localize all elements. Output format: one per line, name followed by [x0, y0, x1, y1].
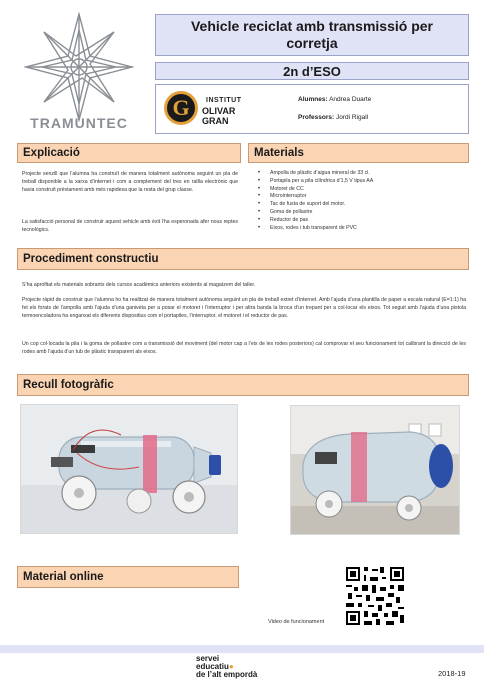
- institute-line1: INSTITUT: [206, 97, 242, 104]
- students-label: Alumnes:: [298, 96, 328, 103]
- photo-vehicle-2: [290, 405, 460, 535]
- teachers-row: [298, 114, 368, 121]
- students-value: Andrea Duarte: [329, 96, 372, 103]
- section-materials: Materials: [248, 143, 469, 163]
- section-recull: Recull fotogràfic: [17, 374, 469, 396]
- procediment-paragraph-1: S’ha aprofitat els materials sobrants dels cursos acadèmics anteriors existents al magatzem del taller.: [22, 282, 256, 288]
- teachers-label: Professors:: [298, 114, 335, 121]
- institute-logo: [160, 89, 264, 129]
- course-level: 2n d’ESO: [155, 62, 469, 80]
- materials-item: • Goma de pollastre: [256, 209, 466, 217]
- footer-dot-icon: ●: [228, 662, 234, 671]
- section-procediment: Procediment constructiu: [17, 248, 469, 270]
- procediment-paragraph-2: Projecte ràpid de construir que l’alumna ho ha realitzat de manera totalment autònoma seguint un pla de treball extret d’internet. Amb l’ajuda d’una plantilla de paper a escala natural (E=1:1) ha fet els forats de l’ampolla amb l’ajuda d’una ganiveta per a posar el motoret i l’interruptor i per altra banda la broca d’un trepant per a col·locar els eixos. Tot seguit amb l’ajuda d’una pistola termoencoladora ha enganxat els diferents dispositius com el portapiles, l’interruptor, el motoret i el reductor de pas.: [22, 297, 466, 320]
- institute-g-icon: G: [164, 91, 198, 125]
- tramuntec-wordmark: TRAMUNTEC: [30, 115, 128, 131]
- materials-item: • Ampolla de plàstic d’aigua mineral de 33 cl.: [256, 170, 466, 178]
- institute-line2: OLIVAR GRAN: [202, 106, 236, 126]
- compass-star-icon: [24, 12, 134, 122]
- footer-line3: de l’alt empordà: [196, 670, 258, 679]
- materials-item: • Reductor de pas: [256, 217, 466, 225]
- materials-item: • Motoret de CC: [256, 186, 466, 194]
- materials-item: • Microinterruptor: [256, 193, 466, 201]
- qr-code-icon[interactable]: [344, 565, 406, 627]
- materials-list: [256, 170, 466, 232]
- footer-bar: [0, 645, 484, 653]
- tramuntec-logo: [24, 12, 134, 132]
- teachers-value: Jordi Rigall: [335, 114, 369, 121]
- poster-title: Vehicle reciclat amb transmissió per corretja: [155, 14, 469, 56]
- footer-line1: servei: [196, 654, 220, 663]
- students-row: [298, 96, 371, 103]
- materials-item: • Tac de fusta de suport del motor.: [256, 201, 466, 209]
- explicacio-paragraph-1: Projecte senzill que l’alumna ha construït de manera totalment autònoma seguint un pla de treball disponible a la xarxa d’internet i com a complement del tres en ratlla electrònic que havia construït prèviament amb més rapidesa que la resta del grup classe.: [22, 171, 238, 194]
- section-material-online: Material online: [17, 566, 239, 588]
- procediment-paragraph-3: Un cop col·locada la pila i la goma de pollastre com a transmissió del moviment (del motor cap a l’eix de les rodes posteriors) cal comprovar el seu funcionament tot calibrant la direcció de les rodes amb l’ajuda d’un tub de plàstic transparent als eixos.: [22, 341, 466, 356]
- explicacio-paragraph-2: La satisfacció personal de construir aquest vehicle amb èxit l’ha esperonada afer nous reptes tecnològics.: [22, 219, 238, 234]
- footer-logo: [196, 655, 306, 679]
- footer-line2-text: educatiu: [196, 662, 229, 671]
- video-caption: Video de funcionament: [268, 619, 325, 625]
- photo-vehicle-1: [20, 404, 238, 534]
- materials-item: • Eixos, rodes i tub transparent de PVC: [256, 225, 466, 233]
- school-year: 2018-19: [438, 669, 466, 678]
- section-explicacio: Explicació: [17, 143, 241, 163]
- materials-item: • Portapila per a pila cilíndrica d’1,5 V tipus AA: [256, 178, 466, 186]
